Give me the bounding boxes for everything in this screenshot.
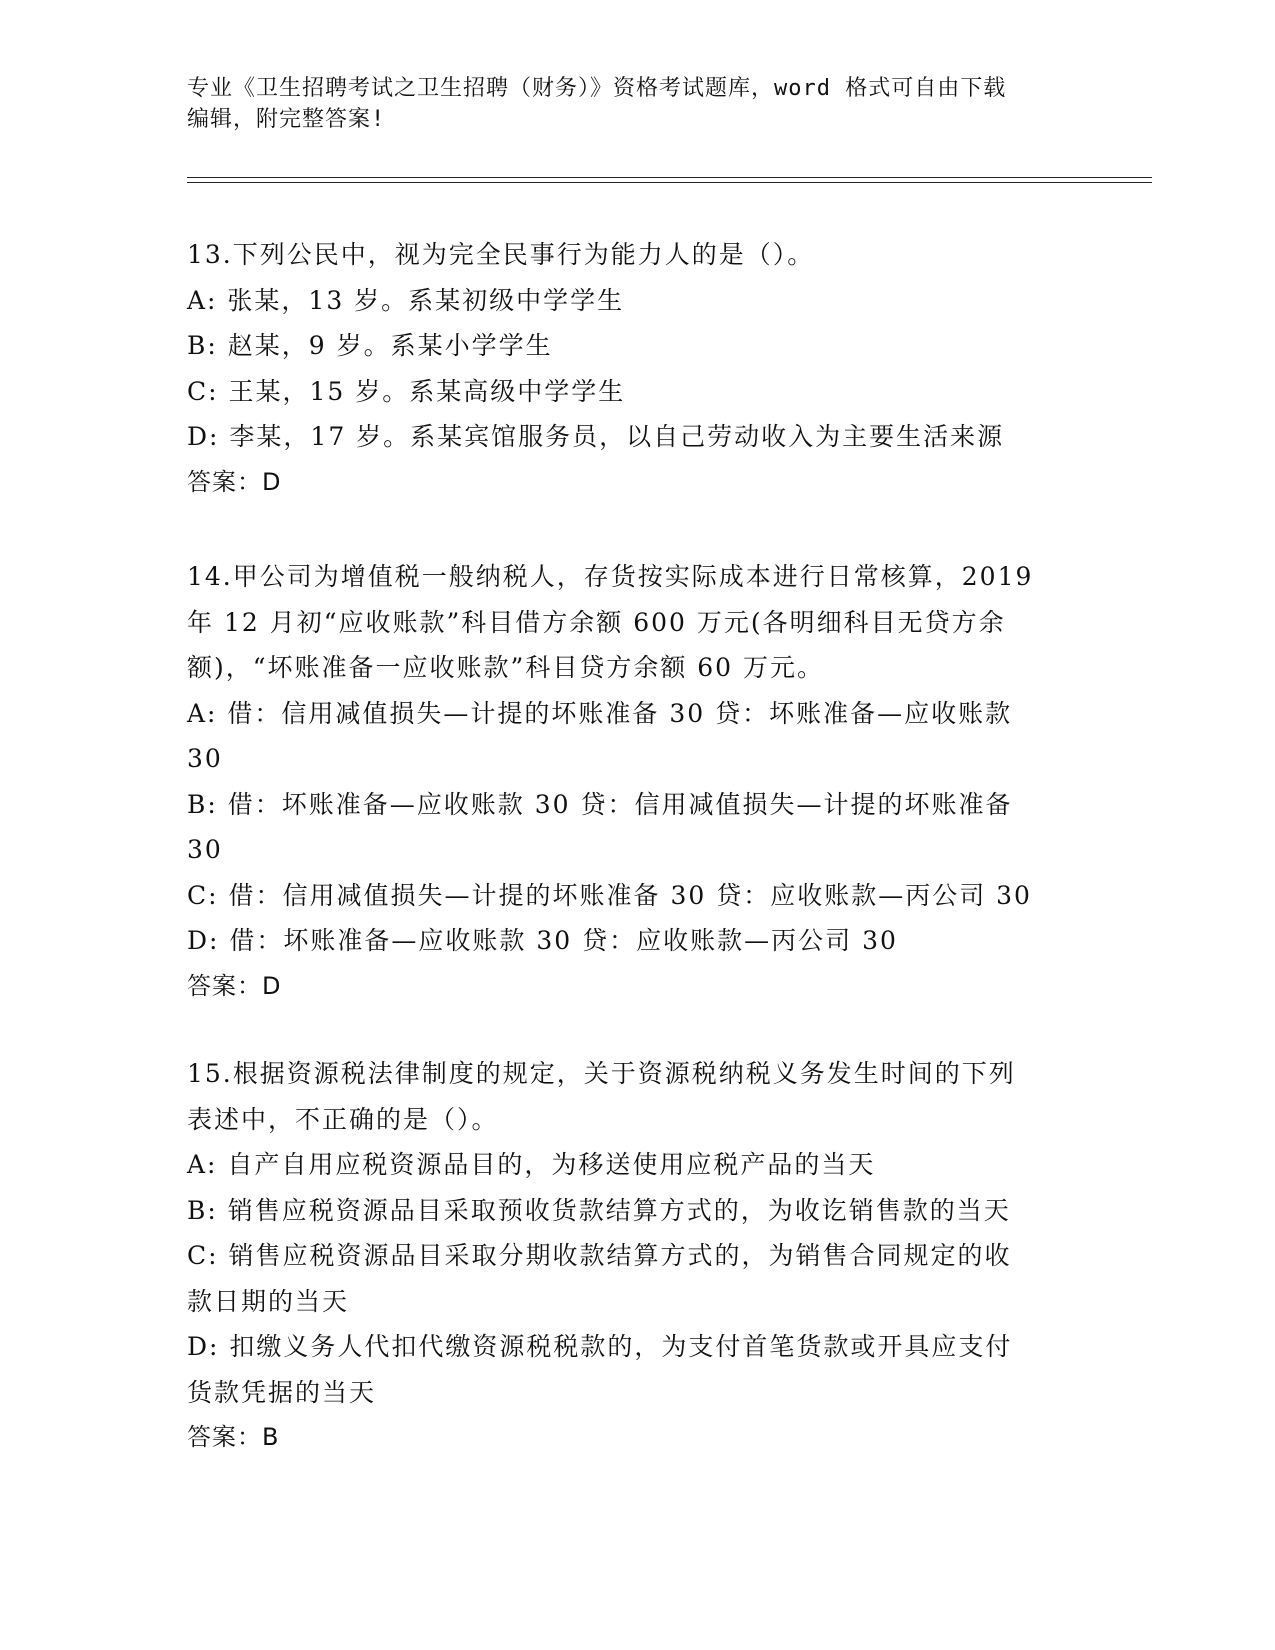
option-b-continuation: 30 bbox=[187, 835, 223, 864]
answer-label: 答案：D bbox=[187, 971, 282, 1000]
header-divider-top bbox=[187, 177, 1152, 178]
option-c: C: 销售应税资源品目采取分期收款结算方式的，为销售合同规定的收 bbox=[187, 1241, 1012, 1270]
question-stem-line: 年 12 月初“应收账款”科目借方余额 600 万元(各明细科目无贷方余 bbox=[187, 607, 1006, 637]
question-stem-line: 表述中，不正确的是（）。 bbox=[187, 1104, 499, 1134]
question-stem-line: 额)，“坏账准备一应收账款”科目贷方余额 60 万元。 bbox=[187, 653, 825, 682]
option-d: D: 扣缴义务人代扣代缴资源税税款的，为支付首笔货款或开具应支付 bbox=[187, 1332, 1013, 1361]
option-c-continuation: 款日期的当天 bbox=[187, 1286, 350, 1316]
answer-label: 答案：D bbox=[187, 467, 282, 496]
question-stem-line: 14.甲公司为增值税一般纳税人，存货按实际成本进行日常核算，2019 bbox=[187, 562, 1034, 591]
option-c: C: 王某，15 岁。系某高级中学学生 bbox=[187, 376, 626, 406]
question-stem-line: 15.根据资源税法律制度的规定，关于资源税纳税义务发生时间的下列 bbox=[187, 1059, 1016, 1088]
option-b: B: 赵某，9 岁。系某小学学生 bbox=[187, 331, 553, 360]
option-c: C: 借：信用减值损失—计提的坏账准备 30 贷：应收账款—丙公司 30 bbox=[187, 880, 1032, 910]
header-divider-bottom bbox=[187, 182, 1152, 183]
option-a: A: 自产自用应税资源品目的，为移送使用应税产品的当天 bbox=[187, 1150, 876, 1179]
option-b: B: 借：坏账准备—应收账款 30 贷：信用减值损失—计提的坏账准备 bbox=[187, 789, 1013, 819]
option-a: A: 借：信用减值损失—计提的坏账准备 30 贷：坏账准备—应收账款 bbox=[187, 698, 1013, 728]
option-a: A: 张某，13 岁。系某初级中学学生 bbox=[187, 285, 625, 315]
option-b: B: 销售应税资源品目采取预收货款结算方式的，为收讫销售款的当天 bbox=[187, 1195, 1011, 1225]
question-stem-line: 13.下列公民中，视为完全民事行为能力人的是（）。 bbox=[187, 240, 815, 269]
answer-label: 答案：B bbox=[187, 1423, 280, 1451]
option-d: D: 借：坏账准备—应收账款 30 贷：应收账款—丙公司 30 bbox=[187, 926, 898, 955]
header-line: 编辑，附完整答案! bbox=[187, 107, 386, 132]
option-a-continuation: 30 bbox=[187, 744, 223, 773]
document-header bbox=[187, 73, 1087, 135]
option-d: D: 李某，17 岁。系某宾馆服务员，以自己劳动收入为主要生活来源 bbox=[187, 422, 1005, 451]
question-15 bbox=[187, 1051, 1087, 1461]
question-13 bbox=[187, 232, 1087, 505]
header-line: 专业《卫生招聘考试之卫生招聘（财务）》资格考试题库，word 格式可自由下载 bbox=[187, 76, 1007, 101]
option-d-continuation: 货款凭据的当天 bbox=[187, 1377, 377, 1407]
question-14 bbox=[187, 554, 1087, 1009]
